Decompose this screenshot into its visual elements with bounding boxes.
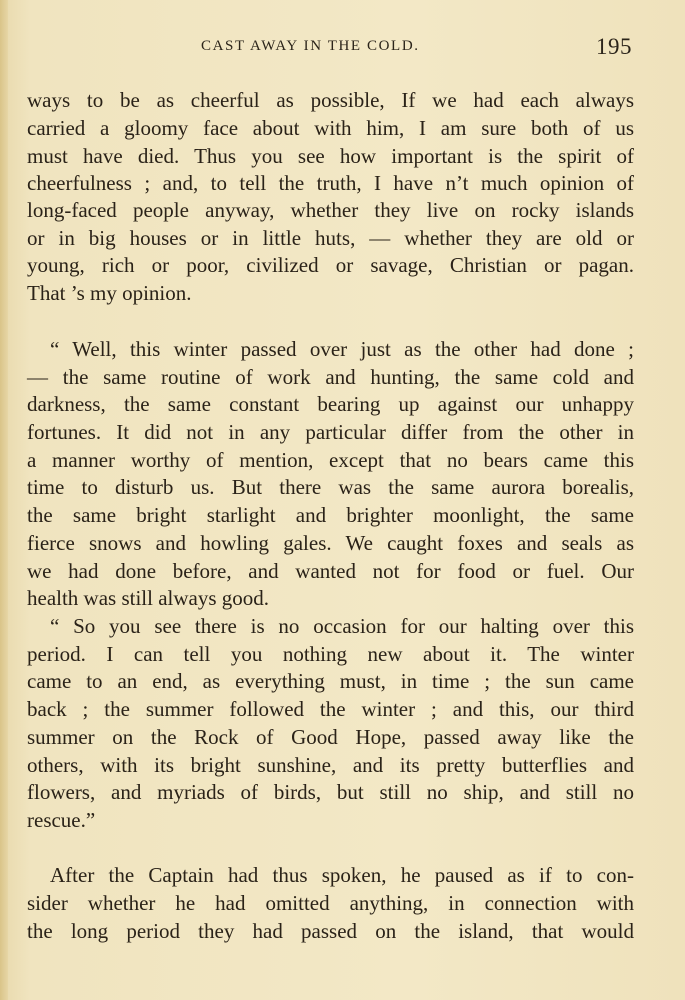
- text-line: the same bright starlight and brighter moonlight, the same: [27, 503, 634, 527]
- text-line: back ; the summer followed the winter ; and this, our third: [27, 697, 634, 721]
- text-line: fortunes. It did not in any particular differ from the other in: [27, 420, 634, 444]
- text-line: ways to be as cheerful as possible, If we had each always: [27, 88, 634, 112]
- running-title: CAST AWAY IN THE COLD.: [201, 38, 420, 54]
- text-line: time to disturb us. But there was the same aurora borealis,: [27, 475, 634, 499]
- text-line: must have died. Thus you see how important is the spirit of: [27, 144, 634, 168]
- text-line: we had done before, and wanted not for food or fuel. Our: [27, 559, 634, 583]
- page-number: 195: [596, 34, 632, 59]
- text-line: came to an end, as everything must, in time ; the sun came: [27, 669, 634, 693]
- text-line: fierce snows and howling gales. We caught foxes and seals as: [27, 531, 634, 555]
- text-line: sider whether he had omitted anything, in connection with: [27, 891, 634, 915]
- text-line: long-faced people anyway, whether they live on rocky islands: [27, 198, 634, 222]
- text-line: — the same routine of work and hunting, the same cold and: [27, 365, 634, 389]
- text-line: period. I can tell you nothing new about it. The winter: [27, 642, 634, 666]
- text-line: carried a gloomy face about with him, I am sure both of us: [27, 116, 634, 140]
- text-line: flowers, and myriads of birds, but still no ship, and still no: [27, 780, 634, 804]
- text-line: “ So you see there is no occasion for our halting over this: [50, 614, 634, 638]
- text-line: darkness, the same constant bearing up against our unhappy: [27, 392, 634, 416]
- text-line: a manner worthy of mention, except that no bears came this: [27, 448, 634, 472]
- text-line: health was still always good.: [27, 586, 270, 610]
- text-line: or in big houses or in little huts, — whether they are old or: [27, 226, 634, 250]
- running-head: [0, 34, 685, 64]
- text-line: others, with its bright sunshine, and its pretty butterflies and: [27, 753, 634, 777]
- text-line: summer on the Rock of Good Hope, passed away like the: [27, 725, 634, 749]
- text-line: cheerfulness ; and, to tell the truth, I have n’t much opinion of: [27, 171, 634, 195]
- text-line: “ Well, this winter passed over just as the other had done ;: [50, 337, 634, 361]
- text-line: After the Captain had thus spoken, he paused as if to con-: [50, 863, 634, 887]
- text-line: the long period they had passed on the island, that would: [27, 919, 634, 943]
- text-line: rescue.”: [27, 808, 96, 832]
- text-line: young, rich or poor, civilized or savage, Christian or pagan.: [27, 253, 634, 277]
- text-line: That ’s my opinion.: [27, 281, 192, 305]
- page-edge: [0, 0, 8, 1000]
